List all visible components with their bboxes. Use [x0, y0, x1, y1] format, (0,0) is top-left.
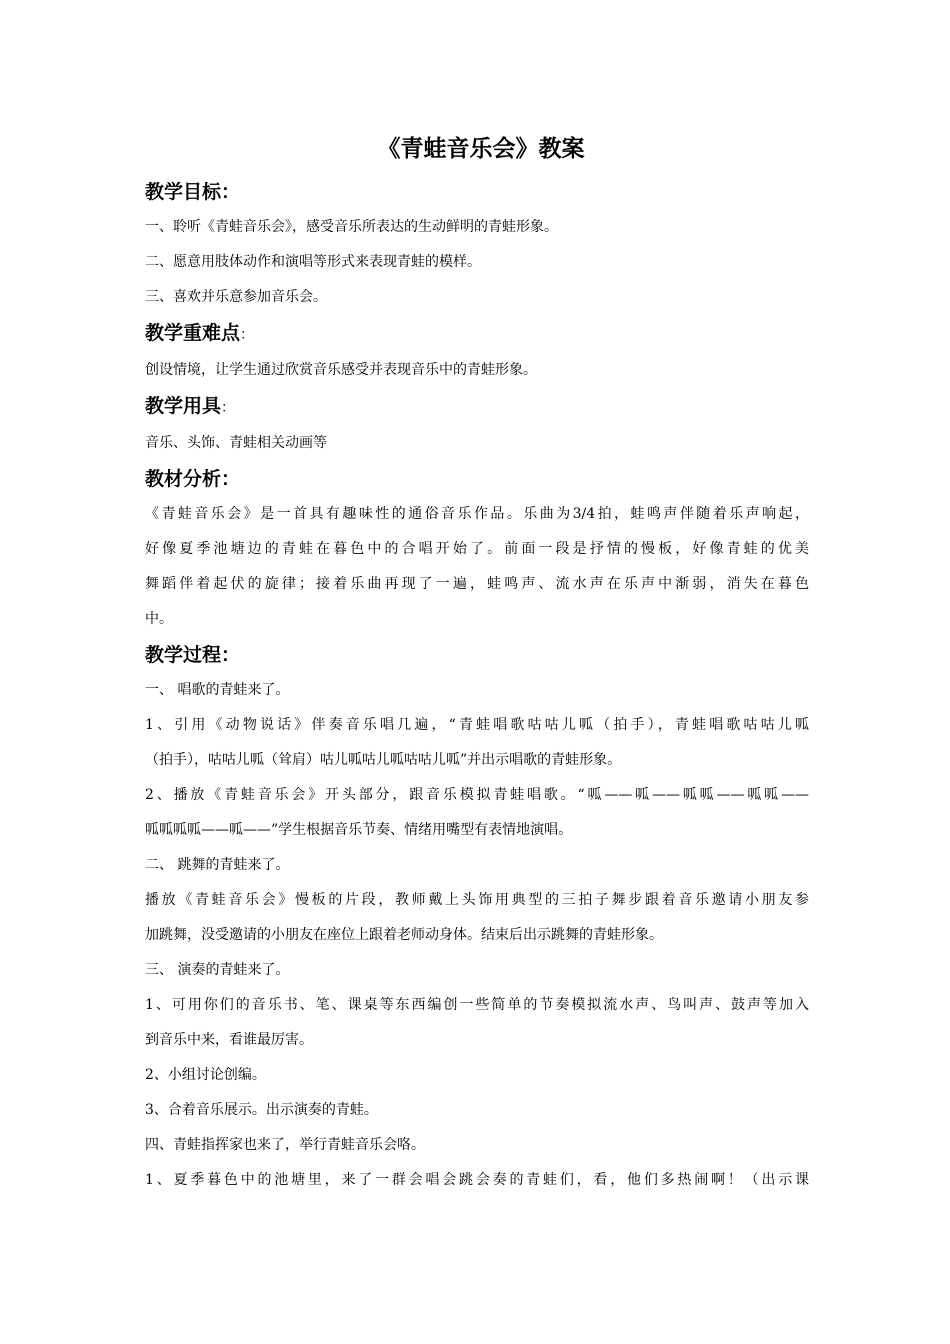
section-heading-tools	[145, 388, 809, 426]
goal-item: 二、愿意用肢体动作和演唱等形式来表现青蛙的模样。	[145, 254, 481, 270]
analysis-line: 舞蹈伴着起伏的旋律；接着乐曲再现了一遍，蛙鸣声、流水声在乐声中渐弱，消失在暮色	[145, 576, 809, 592]
process-line: 1、引用《动物说话》伴奏音乐唱几遍，“青蛙唱歌咕咕儿呱（拍手），青蛙唱歌咕咕儿呱	[145, 717, 809, 733]
section-heading-goals	[145, 174, 809, 210]
process-line: 四、青蛙指挥家也来了，举行青蛙音乐会咯。	[145, 1137, 425, 1153]
analysis-line: 中。	[145, 611, 173, 627]
heading-colon: ：	[221, 181, 241, 203]
analysis-line: 好像夏季池塘边的青蛙在暮色中的合唱开始了。前面一段是抒情的慢板，好像青蛙的优美	[145, 541, 809, 557]
section-heading-process	[145, 637, 809, 673]
analysis-line: 《青蛙音乐会》是一首具有趣味性的通俗音乐作品。乐曲为3/4拍，蛙鸣声伴随着乐声响起，	[145, 506, 809, 522]
process-line: 2、小组讨论创编。	[145, 1067, 266, 1083]
goal-item: 三、喜欢并乐意参加音乐会。	[145, 289, 327, 305]
section-heading-analysis	[145, 461, 809, 497]
heading-colon: ：	[221, 400, 236, 416]
process-line: 2、播放《青蛙音乐会》开头部分，跟音乐模拟青蛙唱歌。“呱——呱——呱呱——呱呱——	[145, 787, 809, 803]
key-points-text: 创设情境，让学生通过欣赏音乐感受并表现音乐中的青蛙形象。	[145, 362, 537, 378]
goal-item: 一、聆听《青蛙音乐会》，感受音乐所表达的生动鲜明的青蛙形象。	[145, 219, 558, 235]
process-line: 加跳舞，没受邀请的小朋友在座位上跟着老师动身体。结束后出示跳舞的青蛙形象。	[145, 927, 663, 943]
heading-colon: ：	[221, 644, 241, 666]
heading-colon: ：	[221, 468, 241, 490]
heading-text: 教学用具	[145, 395, 222, 417]
process-line: 1、可用你们的音乐书、笔、课桌等东西编创一些简单的节奏模拟流水声、鸟叫声、鼓声等加入	[145, 997, 809, 1013]
heading-text: 教学重难点	[145, 322, 241, 344]
tools-text: 音乐、头饰、青蛙相关动画等	[145, 435, 327, 451]
process-line: 一、 唱歌的青蛙来了。	[145, 682, 290, 698]
process-line: 呱呱呱呱——呱——”学生根据音乐节奏、情绪用嘴型有表情地演唱。	[145, 822, 573, 838]
document-page	[145, 132, 809, 1198]
heading-colon: ：	[240, 327, 255, 343]
heading-text: 教材分析	[145, 468, 222, 490]
process-line: （拍手），咕咕儿呱（耸肩）咕儿呱咕儿呱咕咕儿呱”并出示唱歌的青蛙形象。	[145, 752, 622, 768]
process-line: 三、 演奏的青蛙来了。	[145, 962, 290, 978]
document-title: 《青蛙音乐会》教案	[377, 136, 585, 162]
process-line: 播放《青蛙音乐会》慢板的片段，教师戴上头饰用典型的三拍子舞步跟着音乐邀请小朋友参	[145, 892, 809, 908]
process-line: 到音乐中来，看谁最厉害。	[145, 1032, 313, 1048]
process-line: 1、夏季暮色中的池塘里，来了一群会唱会跳会奏的青蛙们，看，他们多热闹啊！（出示课	[145, 1172, 809, 1188]
heading-text: 教学过程	[145, 644, 222, 666]
process-line: 3、合着音乐展示。出示演奏的青蛙。	[145, 1102, 378, 1118]
heading-text: 教学目标	[145, 181, 222, 203]
section-heading-key-points	[145, 315, 809, 353]
process-line: 二、 跳舞的青蛙来了。	[145, 857, 290, 873]
